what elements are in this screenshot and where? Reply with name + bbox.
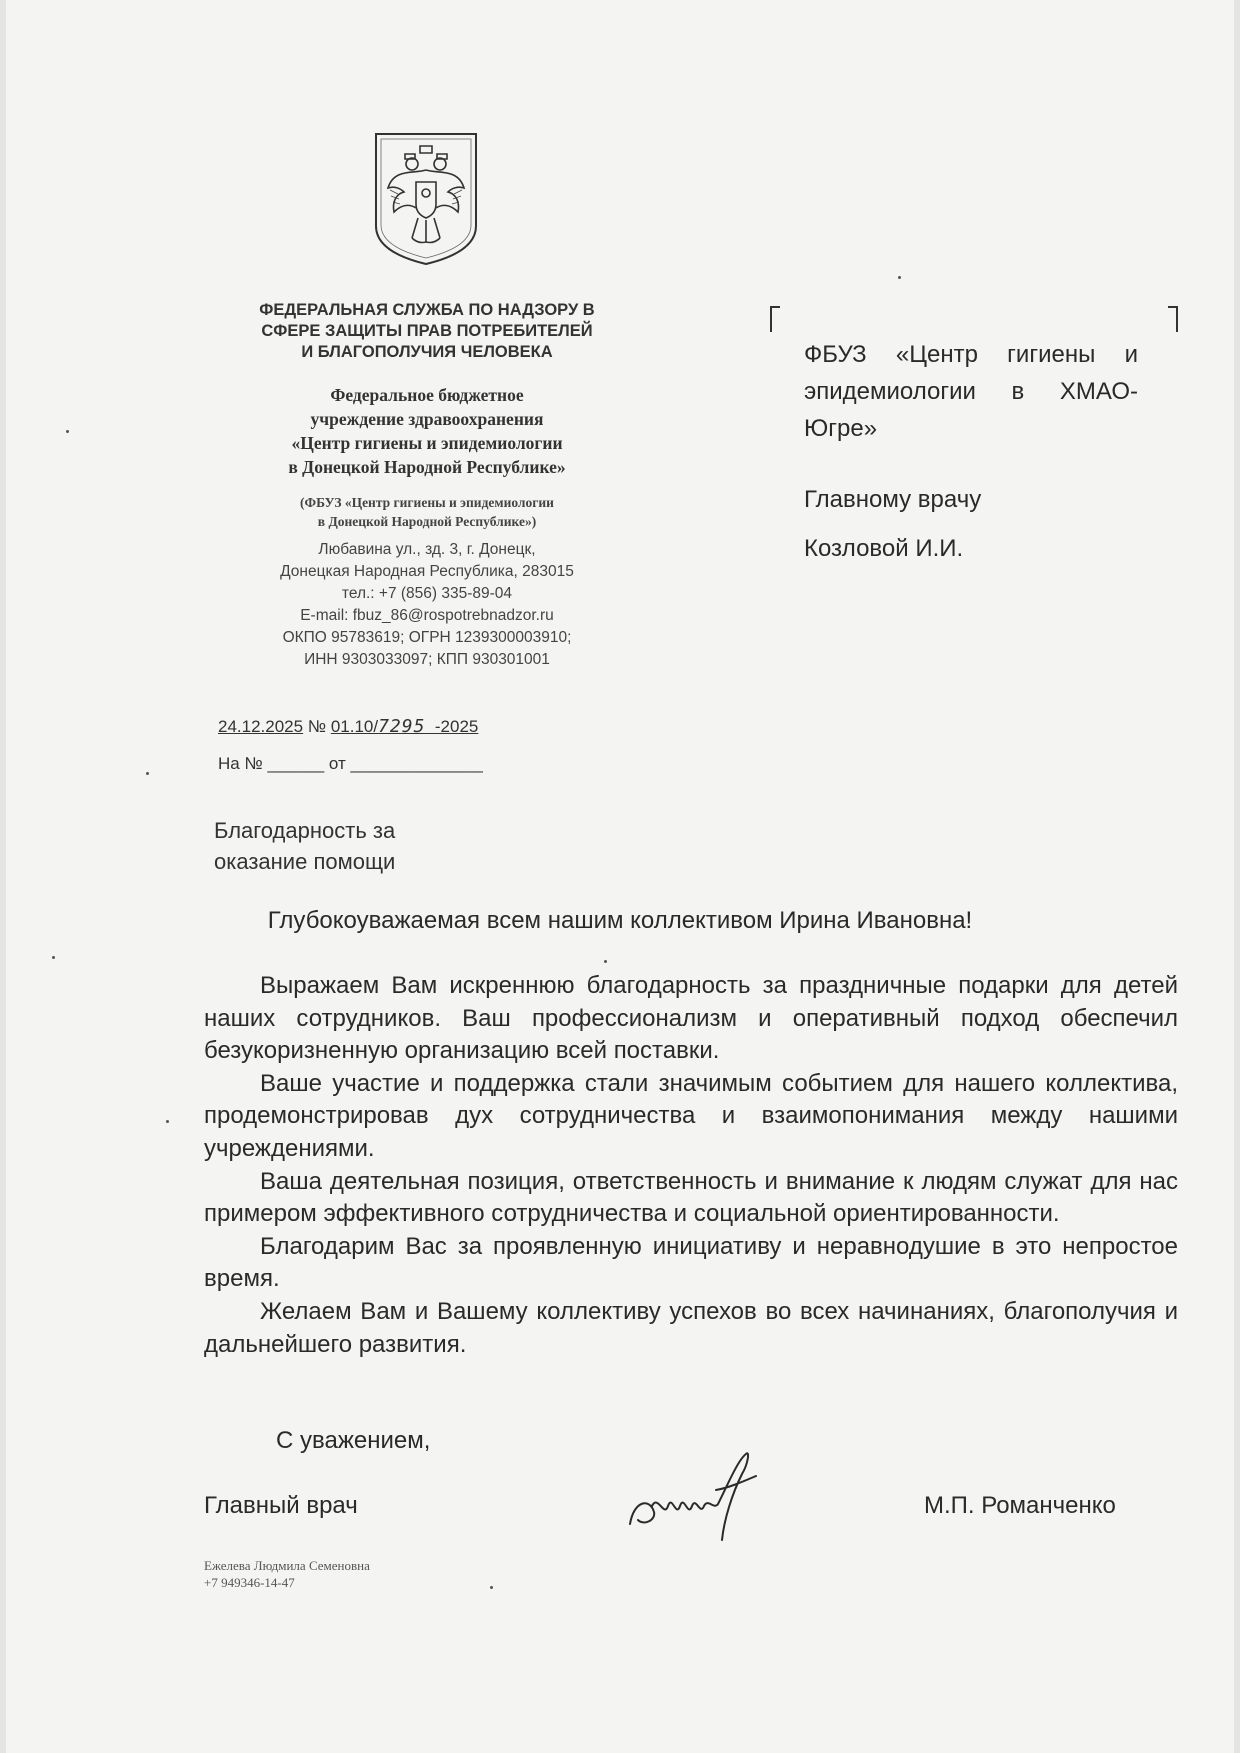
scan-speck <box>604 960 607 963</box>
sender-address: Любавина ул., зд. 3, г. Донецк, <box>318 541 536 558</box>
signatory-position: Главный врач <box>204 1492 358 1519</box>
coat-of-arms-emblem <box>372 130 480 266</box>
scan-speck <box>166 1120 169 1123</box>
sender-phone: тел.: +7 (856) 335-89-04 <box>341 585 513 602</box>
reply-reference-line: На № ______ от ______________ <box>218 754 483 773</box>
institution-short-name: (ФБУЗ «Центр гигиены и эпидемиологии в Донецкой Народной Республике») <box>300 495 554 529</box>
sender-tax-codes: ИНН 9303033097; КПП 930301001 <box>304 651 550 668</box>
sender-email: E-mail: fbuz_86@rospotrebnadzor.ru <box>300 607 554 624</box>
scan-edge-left <box>0 0 6 1753</box>
sender-region: Донецкая Народная Республика, 283015 <box>280 563 574 580</box>
body-paragraph: Ваше участие и поддержка стали значимым событием для нашего коллектива, продемонстрировав дух сотрудничества и взаимопонимания между нашими учреждениями. <box>204 1069 1178 1162</box>
scan-edge-right <box>1234 0 1240 1753</box>
letter-subject: Благодарность за оказание помощи <box>214 818 396 874</box>
agency-name: ФЕДЕРАЛЬНАЯ СЛУЖБА ПО НАДЗОРУ В СФЕРЕ ЗАЩИТЫ ПРАВ ПОТРЕБИТЕЛЕЙ И БЛАГОПОЛУЧИЯ ЧЕЛОВЕКА <box>259 301 595 361</box>
body-paragraph: Выражаем Вам искреннюю благодарность за праздничные подарки для детей наших сотрудников. Ваш профессионализм и оперативный подход обеспечил безукоризненную организацию всей поставки. <box>204 972 1178 1065</box>
signatory-name: М.П. Романченко <box>924 1492 1116 1519</box>
executor-phone: +7 949346-14-47 <box>204 1575 295 1590</box>
addressee-position: Главному врачу <box>804 486 982 513</box>
body-paragraph: Ваша деятельная позиция, ответственность и внимание к людям служат для нас примером эффективного сотрудничества и социальной ориентированности. <box>204 1167 1178 1228</box>
address-corner-right <box>1168 306 1178 332</box>
sender-contacts <box>212 539 642 671</box>
letter-date: 24.12.2025 <box>218 717 304 736</box>
addressee-name: Козловой И.И. <box>804 535 964 562</box>
scan-speck <box>898 276 901 279</box>
institution-name: Федеральное бюджетное учреждение здравоохранения «Центр гигиены и эпидемиологии в Донецкой Народной Республике» <box>288 385 566 477</box>
scan-speck <box>146 772 149 775</box>
scan-speck <box>66 430 69 433</box>
scan-speck <box>490 1586 493 1589</box>
greeting: Глубокоуважаемая всем нашим коллективом Ирина Ивановна! <box>267 907 973 934</box>
body-paragraph: Желаем Вам и Вашему коллективу успехов во всех начинаниях, благополучия и дальнейшего развития. <box>204 1297 1178 1358</box>
address-corner-left <box>770 306 780 332</box>
executor-info <box>204 1557 370 1591</box>
scan-speck <box>52 956 55 959</box>
executor-name: Ежелева Людмила Семеновна <box>204 1558 370 1573</box>
registration-line: 24.12.2025 № 01.10/7295 -2025 <box>218 716 479 737</box>
letter-number: 01.10/7295 -2025 <box>330 716 479 737</box>
letter-body <box>204 970 1178 1361</box>
handwritten-number: 7295 <box>378 716 426 737</box>
addressee-organization: ФБУЗ «Центр гигиены и эпидемиологии в ХМАО- Югре» <box>804 341 1138 442</box>
sender-registry-codes: ОКПО 95783619; ОГРН 1239300003910; <box>282 629 572 646</box>
body-paragraph: Благодарим Вас за проявленную инициативу и неравнодушие в это непростое время. <box>204 1232 1178 1293</box>
closing-phrase: С уважением, <box>276 1427 431 1454</box>
handwritten-signature <box>624 1440 764 1550</box>
